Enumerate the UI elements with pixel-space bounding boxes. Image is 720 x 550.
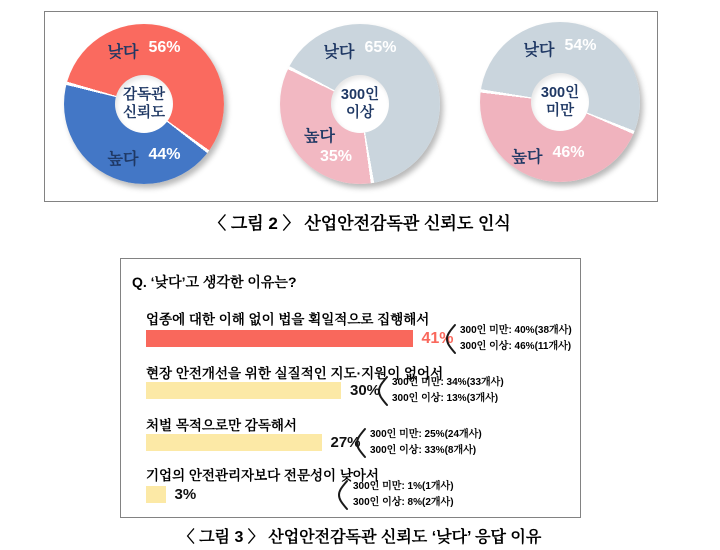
segment-label-low: 낮다 56% [107, 39, 181, 61]
center-line1: 300인 [340, 87, 380, 103]
note-under300: 300인 미만: 25%(24개사) [370, 429, 482, 440]
note-over300: 300인 이상: 33%(8개사) [370, 444, 477, 456]
bar-notes [353, 479, 454, 510]
bar-notes [370, 427, 482, 458]
donut-chart-under300 [480, 22, 640, 182]
bar-label: 처벌 목적으로만 감독해서 [146, 418, 297, 433]
brace-icon [376, 373, 389, 409]
figure3-caption: 〈 그림 3 〉 산업안전감독관 신뢰도 ‘낮다’ 응답 이유 [178, 529, 542, 546]
bar-value: 30% [350, 382, 381, 399]
center-line1: 감독관 [122, 87, 166, 103]
bar-value: 3% [174, 486, 197, 503]
brace-icon [444, 321, 457, 357]
brace-icon [336, 477, 349, 513]
question-text: Q. ‘낮다’고 생각한 이유는? [132, 274, 297, 290]
donut-chart-over300 [280, 24, 440, 184]
bar-value: 41% [421, 330, 454, 347]
bar-label: 기업의 안전관리자보다 전문성이 낮아서 [146, 468, 379, 483]
center-line1: 300인 [540, 85, 580, 101]
note-over300: 300인 이상: 8%(2개사) [353, 496, 454, 508]
brace-icon [354, 425, 367, 461]
donut-chart-overall [64, 24, 224, 184]
segment-label-high: 높다 44% [107, 146, 181, 168]
note-under300: 300인 미만: 1%(1개사) [353, 481, 454, 492]
bar [146, 382, 341, 399]
segment-label-high: 높다 46% [511, 144, 585, 166]
note-over300: 300인 이상: 46%(11개사) [460, 340, 572, 352]
note-under300: 300인 미만: 40%(38개사) [460, 325, 572, 336]
segment-label-high: 높다 35% [304, 128, 353, 165]
bar-value: 27% [330, 434, 361, 451]
bar-label: 업종에 대한 이해 없이 법을 획일적으로 집행해서 [146, 312, 430, 327]
figure2-caption: 〈 그림 2 〉 산업안전감독관 신뢰도 인식 [209, 214, 511, 233]
bar [146, 486, 166, 503]
center-line2: 미만 [545, 103, 574, 119]
note-under300: 300인 미만: 34%(33개사) [392, 377, 504, 388]
bar [146, 434, 322, 451]
bar-notes [460, 323, 572, 354]
segment-label-low: 낮다 54% [523, 37, 597, 59]
bar-label: 현장 안전개선을 위한 실질적인 지도·지원이 없어서 [146, 366, 444, 381]
figure3-panel [120, 258, 581, 518]
bar-notes [392, 375, 504, 406]
note-over300: 300인 이상: 13%(3개사) [392, 392, 499, 404]
center-line2: 이상 [345, 105, 374, 121]
center-line2: 신뢰도 [122, 105, 166, 121]
figure2-panel [44, 11, 658, 202]
bar [146, 330, 413, 347]
segment-label-low: 낮다 65% [323, 39, 397, 61]
